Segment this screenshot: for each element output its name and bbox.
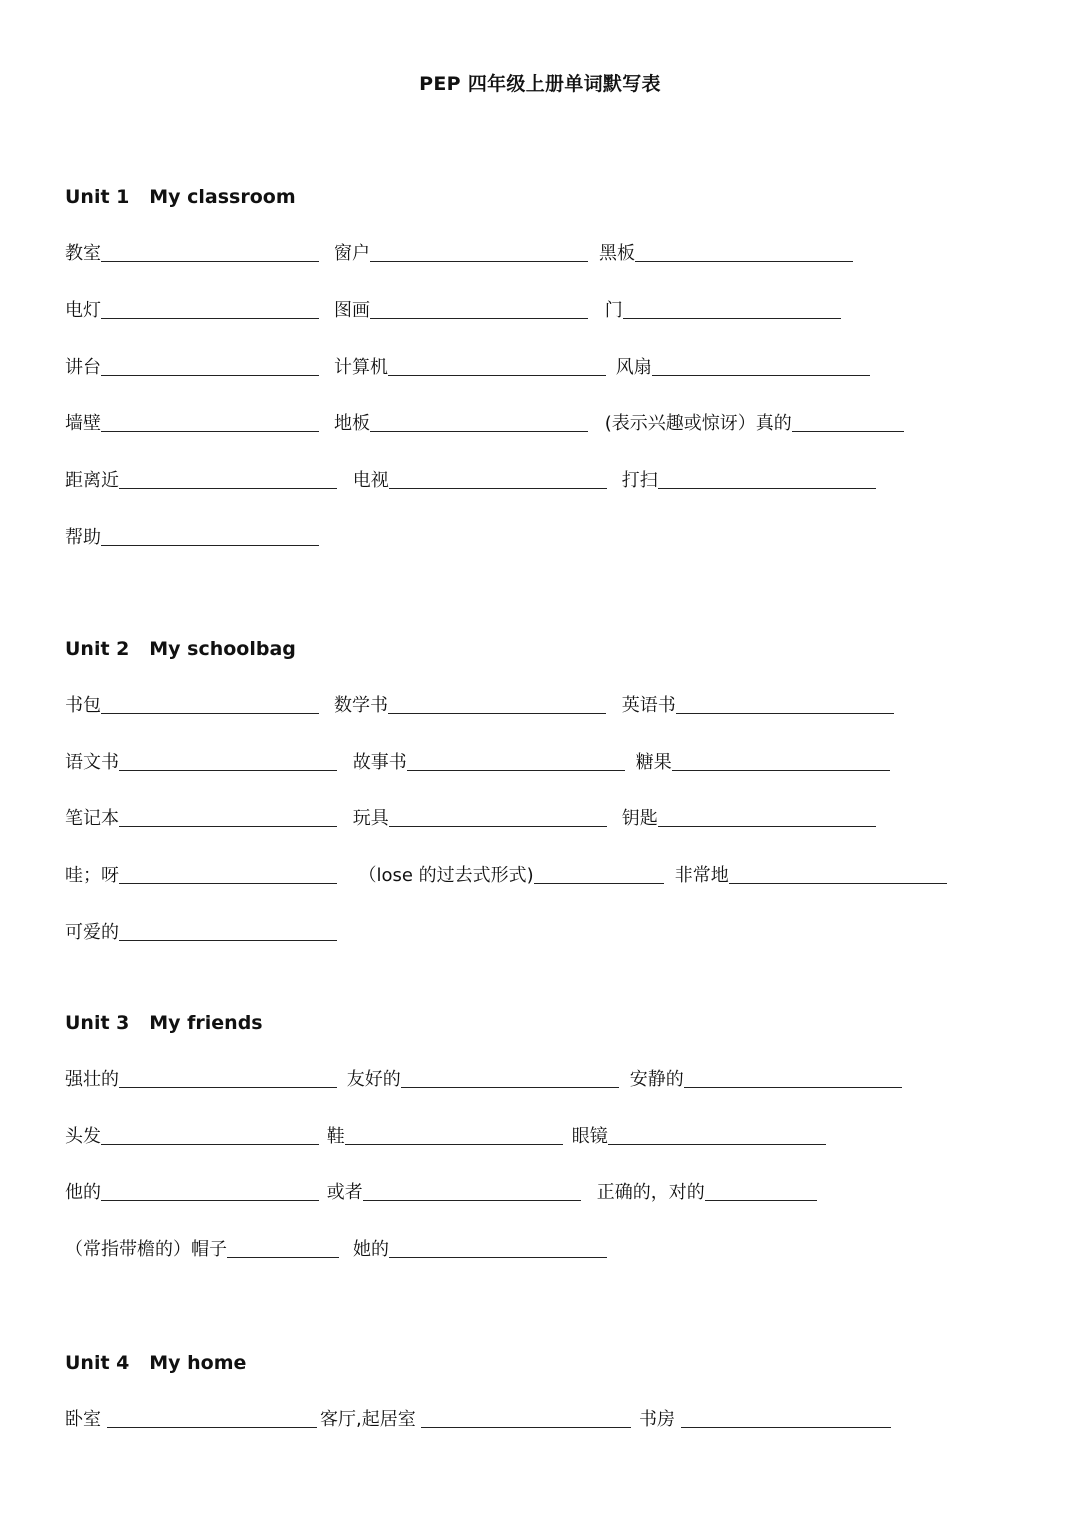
answer-blank[interactable] (407, 769, 625, 771)
answer-blank[interactable] (101, 430, 319, 432)
vocab-item (347, 749, 625, 777)
vocab-item (321, 1123, 563, 1151)
vocab-label: （常指带檐的）帽子 (65, 1239, 227, 1260)
vocab-item (591, 1179, 817, 1207)
vocab-item (616, 692, 894, 720)
answer-blank[interactable] (792, 430, 904, 432)
vocab-label: 电灯 (65, 300, 101, 321)
vocab-item (334, 297, 588, 325)
answer-blank[interactable] (672, 769, 890, 771)
vocab-item (353, 1236, 607, 1264)
vocab-item (65, 1123, 319, 1151)
vocab-item (65, 467, 337, 495)
vocab-item (639, 1406, 891, 1434)
unit-1-row-6 (65, 524, 1055, 554)
answer-blank[interactable] (101, 712, 319, 714)
vocab-item (334, 240, 588, 268)
vocab-label: 门 (599, 300, 623, 321)
answer-blank[interactable] (101, 260, 319, 262)
vocab-item (347, 862, 664, 890)
vocab-label: 卧室 (65, 1409, 107, 1430)
answer-blank[interactable] (227, 1256, 339, 1258)
vocab-label: 英语书 (616, 695, 676, 716)
answer-blank[interactable] (119, 939, 337, 941)
vocab-label: 书包 (65, 695, 101, 716)
answer-blank[interactable] (119, 769, 337, 771)
vocab-label: 强壮的 (65, 1069, 119, 1090)
answer-blank[interactable] (119, 487, 337, 489)
vocab-item (65, 749, 337, 777)
vocab-label: 计算机 (334, 357, 388, 378)
answer-blank[interactable] (101, 1199, 319, 1201)
vocab-item (65, 297, 319, 325)
vocab-item (320, 1406, 631, 1434)
answer-blank[interactable] (388, 712, 606, 714)
unit-1-row-2 (65, 297, 1055, 327)
vocab-label: 书房 (639, 1409, 681, 1430)
vocab-item (599, 240, 853, 268)
answer-blank[interactable] (658, 487, 876, 489)
answer-blank[interactable] (623, 317, 841, 319)
unit-3-row-3 (65, 1179, 1055, 1209)
vocab-label: 故事书 (347, 752, 407, 773)
vocab-item (334, 692, 606, 720)
unit-2-row-4 (65, 862, 1055, 892)
vocab-item (65, 805, 337, 833)
unit-1-row-3 (65, 354, 1055, 384)
vocab-item (65, 919, 337, 947)
answer-blank[interactable] (676, 712, 894, 714)
vocab-label: 墙壁 (65, 413, 101, 434)
vocab-label: 正确的，对的 (591, 1182, 705, 1203)
vocab-item (624, 1066, 902, 1094)
vocab-label: 可爱的 (65, 922, 119, 943)
vocab-label: 鞋 (321, 1126, 345, 1147)
vocab-label: 哇；呀 (65, 865, 119, 886)
unit-3-row-2 (65, 1123, 1055, 1153)
vocab-label: 钥匙 (616, 808, 658, 829)
vocab-item (334, 410, 588, 438)
unit-2-row-1 (65, 692, 1055, 722)
vocab-item (65, 1406, 317, 1434)
vocab-label: 图画 (334, 300, 370, 321)
vocab-item (341, 1066, 619, 1094)
answer-blank[interactable] (107, 1426, 317, 1428)
unit-4-row-1 (65, 1406, 1055, 1436)
vocab-label: 地板 (334, 413, 370, 434)
answer-blank[interactable] (370, 430, 588, 432)
unit-1-row-5 (65, 467, 1055, 497)
vocab-label: 距离近 (65, 470, 119, 491)
vocab-label: 糖果 (630, 752, 672, 773)
vocab-item (347, 805, 607, 833)
answer-blank[interactable] (389, 825, 607, 827)
answer-blank[interactable] (729, 882, 947, 884)
vocab-item (599, 297, 841, 325)
unit-4-heading: Unit 4 My home (65, 1352, 247, 1374)
vocab-label: 笔记本 (65, 808, 119, 829)
vocab-label: 客厅,起居室 (320, 1409, 422, 1430)
vocab-item (65, 354, 319, 382)
vocab-item (599, 410, 904, 438)
vocab-label: 风扇 (610, 357, 652, 378)
vocab-label: 帮助 (65, 527, 101, 548)
vocab-item (65, 524, 319, 552)
answer-blank[interactable] (345, 1143, 563, 1145)
vocab-item (65, 1066, 337, 1094)
vocab-item (610, 354, 870, 382)
vocab-item (630, 749, 890, 777)
unit-2-row-5 (65, 919, 1055, 949)
vocab-item (566, 1123, 826, 1151)
vocab-item (65, 692, 319, 720)
answer-blank[interactable] (101, 317, 319, 319)
answer-blank[interactable] (119, 825, 337, 827)
vocab-label: 头发 (65, 1126, 101, 1147)
vocab-label: 数学书 (334, 695, 388, 716)
answer-blank[interactable] (119, 882, 337, 884)
vocab-label: 玩具 (347, 808, 389, 829)
vocab-item (65, 862, 337, 890)
vocab-item (616, 805, 876, 833)
vocab-item (65, 410, 319, 438)
unit-1-row-1 (65, 240, 1055, 270)
page-title: PEP 四年级上册单词默写表 (419, 73, 661, 95)
vocab-label: 他的 (65, 1182, 101, 1203)
unit-3-heading: Unit 3 My friends (65, 1012, 263, 1034)
vocab-label: (表示兴趣或惊讶）真的 (599, 413, 792, 434)
answer-blank[interactable] (635, 260, 853, 262)
answer-blank[interactable] (389, 1256, 607, 1258)
answer-blank[interactable] (101, 1143, 319, 1145)
unit-2-row-2 (65, 749, 1055, 779)
vocab-item (334, 354, 606, 382)
answer-blank[interactable] (705, 1199, 817, 1201)
vocab-label: 语文书 (65, 752, 119, 773)
answer-blank[interactable] (534, 882, 664, 884)
unit-2-row-3 (65, 805, 1055, 835)
vocab-item (347, 467, 607, 495)
vocab-label: 安静的 (624, 1069, 684, 1090)
vocab-label: 非常地 (669, 865, 729, 886)
unit-1-heading: Unit 1 My classroom (65, 186, 296, 208)
vocab-item (65, 1179, 319, 1207)
vocab-label: 黑板 (599, 243, 635, 264)
answer-blank[interactable] (389, 487, 607, 489)
unit-1-row-4 (65, 410, 1055, 440)
vocab-label: 讲台 (65, 357, 101, 378)
answer-blank[interactable] (388, 374, 606, 376)
answer-blank[interactable] (370, 260, 588, 262)
vocab-label: 窗户 (334, 243, 370, 264)
vocab-item (65, 1236, 339, 1264)
answer-blank[interactable] (608, 1143, 826, 1145)
vocab-label: （lose 的过去式形式) (347, 865, 534, 886)
answer-blank[interactable] (363, 1199, 581, 1201)
answer-blank[interactable] (119, 1086, 337, 1088)
vocab-label: 教室 (65, 243, 101, 264)
unit-2-heading: Unit 2 My schoolbag (65, 638, 296, 660)
vocab-item (669, 862, 947, 890)
answer-blank[interactable] (101, 374, 319, 376)
answer-blank[interactable] (684, 1086, 902, 1088)
vocab-label: 打扫 (616, 470, 658, 491)
vocab-label: 眼镜 (566, 1126, 608, 1147)
vocab-item (65, 240, 319, 268)
answer-blank[interactable] (370, 317, 588, 319)
answer-blank[interactable] (652, 374, 870, 376)
answer-blank[interactable] (658, 825, 876, 827)
answer-blank[interactable] (401, 1086, 619, 1088)
answer-blank[interactable] (421, 1426, 631, 1428)
vocab-label: 电视 (347, 470, 389, 491)
vocab-label: 她的 (353, 1239, 389, 1260)
vocab-item (616, 467, 876, 495)
vocab-item (321, 1179, 581, 1207)
vocab-label: 或者 (321, 1182, 363, 1203)
answer-blank[interactable] (681, 1426, 891, 1428)
unit-3-row-1 (65, 1066, 1055, 1096)
vocab-label: 友好的 (341, 1069, 401, 1090)
answer-blank[interactable] (101, 544, 319, 546)
unit-3-row-4 (65, 1236, 1055, 1266)
